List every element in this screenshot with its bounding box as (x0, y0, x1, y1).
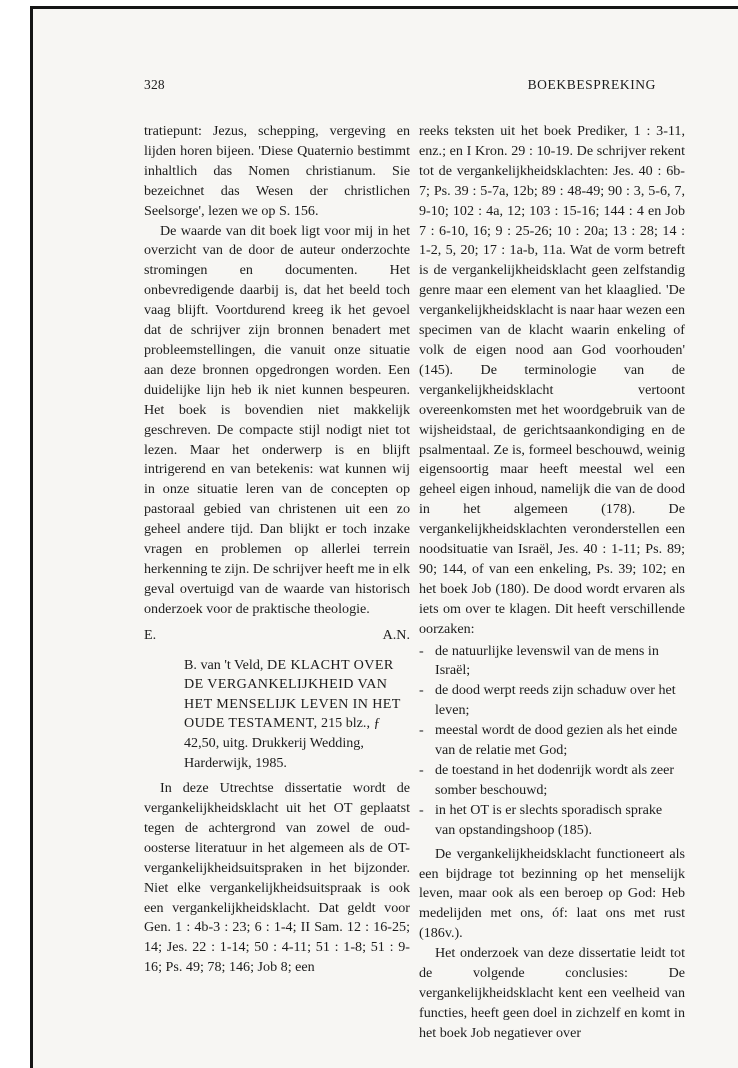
left-column (144, 122, 410, 978)
list-item: - de dood werpt reeds zijn schaduw over het leven; (419, 681, 685, 721)
paragraph: De vergankelijkheidsklacht functioneert als een bijdrage tot bezinning op het menselijk leven, maar ook als een beroep op God: Heb medelijden met ons, óf: laat ons met rust (186v.). (419, 845, 685, 942)
paragraph: In deze Utrechtse dissertatie wordt de vergankelijkheidsklacht uit het OT geplaatst tegen de achtergrond van zowel de oud-oosterse literatuur in het algemeen als de OT-vergankelijkheidsuitspraken in het bijzonder. Niet elke vergankelijkheidsuitspraak is ook een vergankelijkheidsklacht. Dat geldt voor Gen. 1 : 4b-3 : 23; 6 : 1-4; II Sam. 12 : 16-25; 14; Jes. 22 : 1-14; 50 : 4-11; 51 : 1-8; 51 : 9-16; Ps. 49; 78; 146; Job 8; een (144, 780, 410, 976)
book-author: B. van 't Veld, (184, 656, 267, 673)
list-item: - de natuurlijke levenswil van de mens in Israël; (419, 642, 685, 682)
paragraph: tratiepunt: Jezus, schepping, vergeving en lijden horen bijeen. 'Diese Quaternio bestimmt inhaltlich das Nomen christianum. Sie bezeichnet das Wesen der christlichen Seelsorge', lezen we op S. 156. (144, 123, 410, 219)
paragraph: reeks teksten uit het boek Prediker, 1 : 3-11, enz.; en I Kron. 29 : 10-19. De schrijver rekent tot de vergankelijkheidsklachten: Jes. 40 : 6b-7; Ps. 39 : 5-7a, 12b; 89 : 48-49; 90 : 3, 5-6, 7, 9-10; 102 : 4a, 12; 103 : 15-16; 144 : 4 en Job 7 : 6-10, 16; 9 : 25-26; 10 : 20a; 13 : 28; 14 : 1-2, 5, 20; 17 : 1a-b, 11a. Wat de vorm betreft is de vergankelijkheidsklacht geen zelfstandig genre maar een element van het klaaglied. 'De vergankelijkheidsklacht is naar haar wezen een specimen van de klacht waarin enkeling of volk de eigen nood aan God voorhouden' (145). De terminologie van de vergankelijkheidsklacht vertoont overeenkomsten met het woordgebruik van de wijsheidstaal, de gerichtsaankondiging en de psalmentaal. Ze is, formeel beschouwd, weinig eigensoortig maar heeft meestal wel een geheel eigen inhoud, namelijk die van de dood in het algemeen (178). De vergankelijkheidsklachten veronderstellen een noodsituatie van Israël, Jes. 40 : 1-11; Ps. 89; 90; 144, of van een enkeling, Ps. 39; 102; en het boek Job (180). De dood wordt ervaren als iets om over te klagen. Dit heeft verschillende oorzaken: (419, 123, 685, 637)
causes-list (419, 642, 685, 841)
right-column (419, 122, 685, 1044)
paragraph: Het onderzoek van deze dissertatie leidt tot de volgende conclusies: De vergankelijkheidsklacht kent een veelheid van functies, heeft geen doel in zichzelf en komt in het boek Job negatiever over (419, 945, 685, 1041)
book-title: DE KLACHT OVER DE VERGANKELIJKHEID VAN HET MENSELIJK LEVEN IN HET OUDE TESTAMENT, (184, 656, 401, 732)
running-title: BOEKBESPREKING (527, 77, 656, 92)
page-number: 328 (144, 77, 165, 92)
reviewer-signature (144, 626, 410, 646)
list-item: - de toestand in het dodenrijk wordt als zeer somber beschouwd; (419, 761, 685, 801)
paragraph: De waarde van dit boek ligt voor mij in het overzicht van de door de auteur onderzochte stromingen en documenten. Het onbevredigende daarbij is, dat het beeld toch vaag blijft. Voortdurend kreeg ik het gevoel dat de schrijver zijn bronnen benadert met probleemstellingen, die vanuit onze situatie aan deze bronnen opgedrongen worden. Een duidelijke lijn heb ik niet kunnen bespeuren. Het boek is bovendien niet makkelijk geschreven. De compacte stijl nodigt niet tot lezen. Maar het onderwerp is en blijft intrigerend en van betekenis: wat kunnen wij in onze situatie leren van de concepten op pastoraal gebied van christenen uit een zo geheel andere tijd. Dan blijkt er toch inzake vragen en problemen op allerlei terrein herkenning te zijn. De schrijver heeft me in elk geval overtuigd van de waarde van historisch onderzoek voor de praktische theologie. (144, 222, 410, 617)
list-item: - meestal wordt de dood gezien als het einde van de relatie met God; (419, 721, 685, 761)
book-details: 215 blz., ƒ 42,50, uitg. Drukkerij Wedding, Harderwijk, 1985. (184, 715, 381, 771)
list-item: - in het OT is er slechts sporadisch sprake van opstandingshoop (185). (419, 801, 685, 841)
signature-initial: E. (144, 626, 157, 643)
book-reference (184, 656, 410, 774)
signature-name: A.N. (382, 626, 410, 643)
